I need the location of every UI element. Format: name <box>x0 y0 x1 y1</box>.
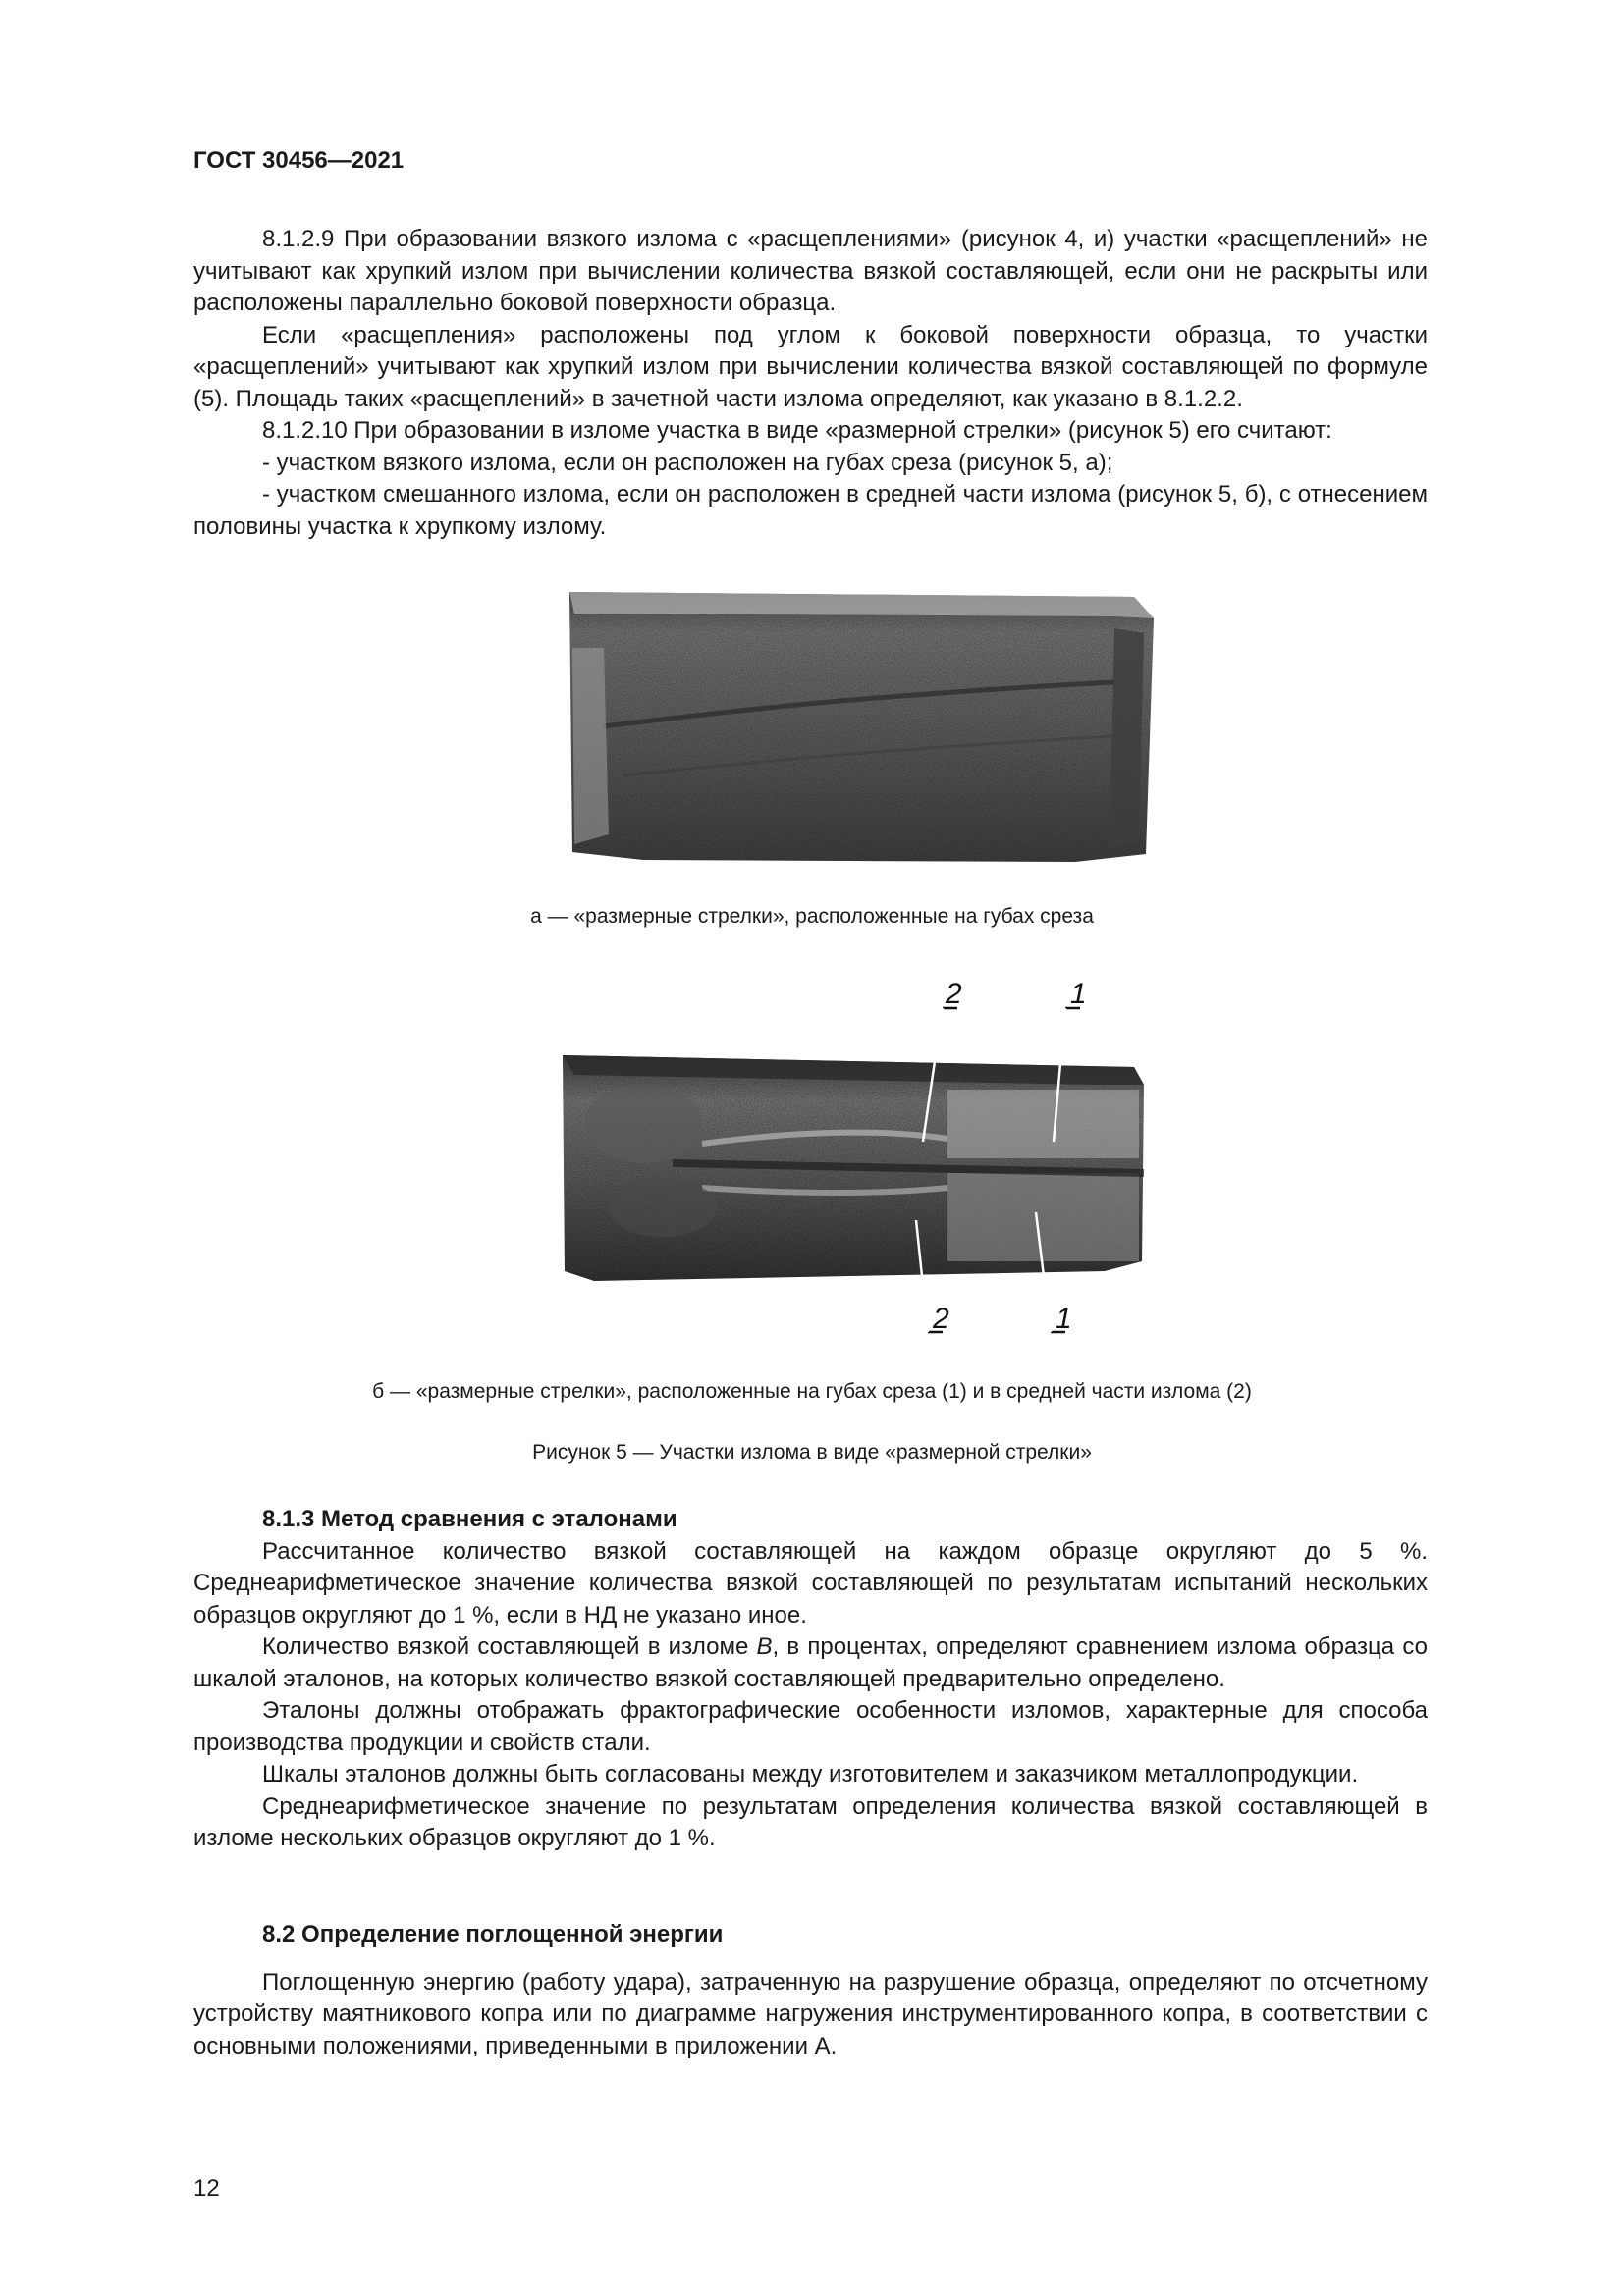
callout-label-1-top: 1 <box>1070 978 1087 1010</box>
callout-label-2-top: 2 <box>946 978 962 1010</box>
section-8-1-3 <box>193 1504 1428 1855</box>
heading-8-1-3: 8.1.3 Метод сравнения с эталонами <box>262 1506 677 1532</box>
paragraph-comparison: Количество вязкой составляющей в изломе B, в процентах, определяют сравнением излома образца со шкалой эталонов, на которых количество вязкой составляющей предварительно определено. <box>193 1633 1428 1692</box>
list-item-ductile: - участком вязкого излома, если он расположен на губах среза (рисунок 5, а); <box>262 449 1113 476</box>
callout-label-1-bottom: 1 <box>1056 1303 1072 1335</box>
heading-8-2: 8.2 Определение поглощенной энергии <box>262 1921 724 1948</box>
paragraph-agreement: Шкалы эталонов должны быть согласованы между изготовителем и заказчиком металлопродукции. <box>262 1761 1359 1788</box>
paragraph-average: Среднеарифметическое значение по результатам определения количества вязкой составляющей в изломе нескольких образцов округляют до 1 %. <box>193 1792 1428 1851</box>
list-item-mixed: - участком смешанного излома, если он расположен в средней части излома (рисунок 5, б), с отнесением половины участка к хрупкому излому. <box>193 481 1428 540</box>
section-8-2 <box>193 1919 1428 2062</box>
top-text-block <box>193 224 1428 543</box>
paragraph-8-1-2-9: 8.1.2.9 При образовании вязкого излома с «расщеплениями» (рисунок 4, и) участки «расщеплений» не учитывают как хрупкий излом при вычислении количества вязкой составляющей, если они не раскрыты или расположены параллельно боковой поверхности образца. <box>193 226 1428 316</box>
paragraph-energy: Поглощенную энергию (работу удара), затраченную на разрушение образца, определяют по отсчетному устройству маятникового копра или по диаграмме нагружения инструментированного копра, в соответствии с основными положениями, приведенными в приложении А. <box>193 1968 1428 2059</box>
fracture-photo-a <box>565 589 1159 869</box>
figure-caption-a: а — «размерные стрелки», расположенные на губах среза <box>530 905 1094 928</box>
fracture-photo-b <box>555 977 1149 1345</box>
figure-title: Рисунок 5 — Участки излома в виде «размерной стрелки» <box>532 1441 1092 1464</box>
paragraph-rounding: Рассчитанное количество вязкой составляющей на каждом образце округляют до 5 %. Среднеарифметическое значение количества вязкой составляющей по результатам испытаний нескольких образцов округляют до 1 %, если в НД не указано иное. <box>193 1537 1428 1629</box>
paragraph-8-1-2-10: 8.1.2.10 При образовании в изломе участка в виде «размерной стрелки» (рисунок 5) его считают: <box>262 417 1332 444</box>
page-number: 12 <box>193 2175 220 2202</box>
callout-label-2-bottom: 2 <box>933 1303 949 1335</box>
figure-caption-b: б — «размерные стрелки», расположенные на губах среза (1) и в средней части излома (2) <box>372 1380 1252 1403</box>
paragraph-standards: Эталоны должны отображать фрактографические особенности изломов, характерные для способа производства продукции и свойств стали. <box>193 1697 1428 1756</box>
document-header: ГОСТ 30456—2021 <box>193 147 405 174</box>
paragraph-splits-angle: Если «расщепления» расположены под углом к боковой поверхности образца, то участки «расщеплений» учитывают как хрупкий излом при вычислении количества вязкой составляющей по формуле (5). Площадь таких «расщеплений» в зачетной части излома определяют, как указано в 8.1.2.2. <box>193 321 1428 412</box>
